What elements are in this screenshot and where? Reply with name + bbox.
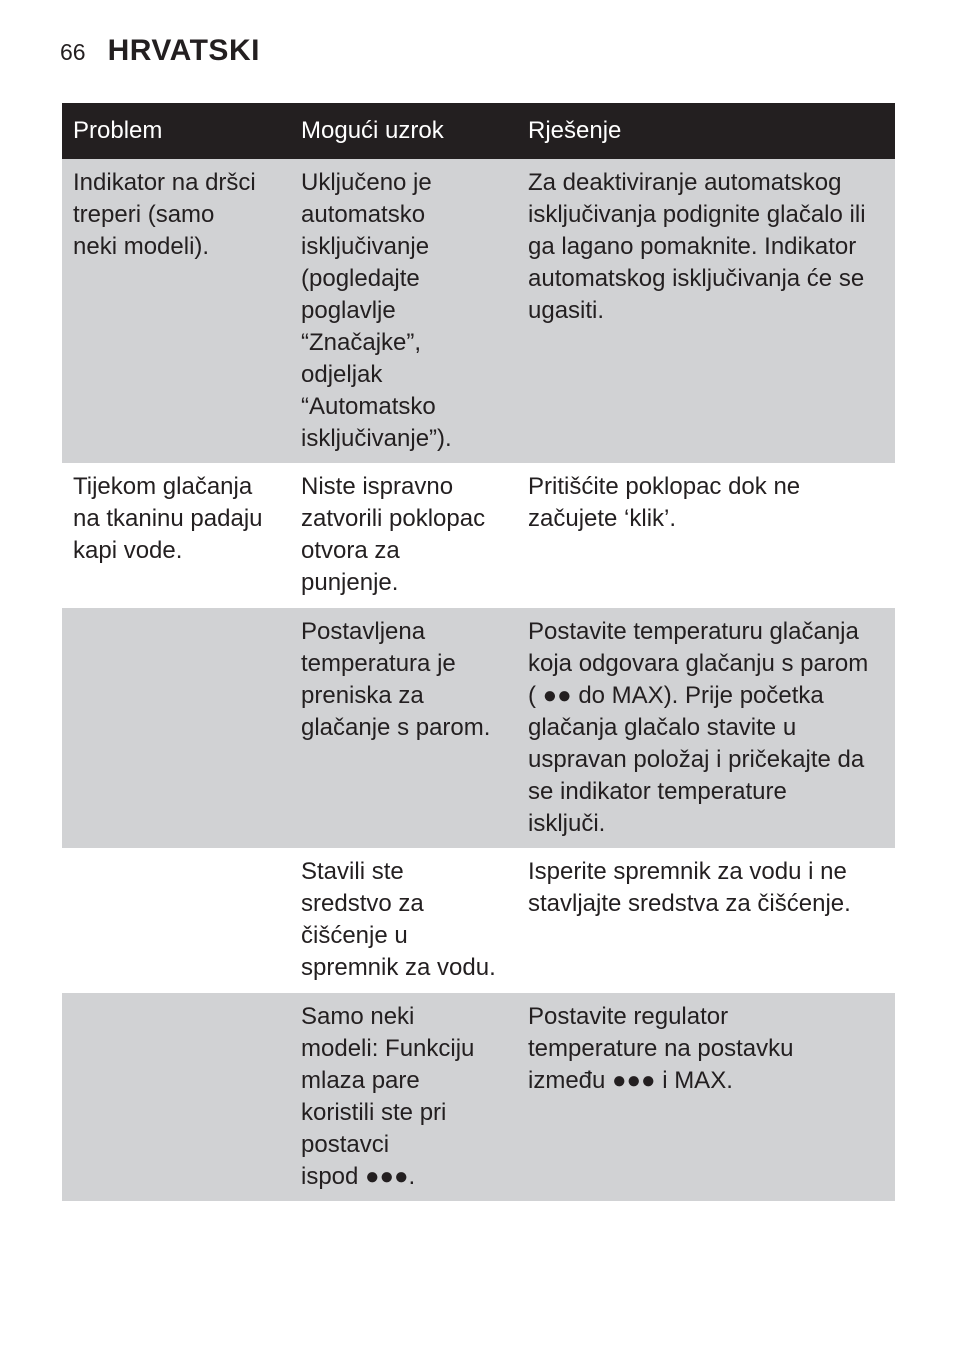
- problem-cell: [62, 608, 290, 848]
- problem-cell: Indikator na dršci treperi (samo neki modeli).: [62, 159, 290, 463]
- troubleshooting-table: [62, 103, 895, 1201]
- solution-cell: Za deaktiviranje automatskog isključivanja podignite glačalo ili ga lagano pomaknite. Indikator automatskog isključivanja će se ugasiti.: [517, 159, 895, 463]
- column-header-problem: Problem: [62, 103, 290, 159]
- table-row: [62, 848, 895, 993]
- page-number: 66: [60, 39, 86, 65]
- table-row: [62, 993, 895, 1201]
- cause-cell: Niste ispravno zatvorili poklopac otvora za punjenje.: [290, 463, 517, 608]
- table-row: [62, 159, 895, 463]
- solution-cell: Pritišćite poklopac dok ne začujete ‘klik’.: [517, 463, 895, 608]
- page-header: [60, 34, 260, 68]
- solution-cell: Postavite temperaturu glačanja koja odgovara glačanju s parom ( ●● do MAX). Prije početka glačanja glačalo stavite u uspravan položaj i pričekajte da se indikator temperature isključi.: [517, 608, 895, 848]
- table-row: [62, 608, 895, 848]
- section-title: HRVATSKI: [107, 34, 260, 67]
- column-header-cause: Mogući uzrok: [290, 103, 517, 159]
- table-header-row: [62, 103, 895, 159]
- cause-cell: Stavili ste sredstvo za čišćenje u spremnik za vodu.: [290, 848, 517, 993]
- cause-cell: Samo neki modeli: Funkciju mlaza pare koristili ste pri postavci ispod ●●●.: [290, 993, 517, 1201]
- cause-cell: Uključeno je automatsko isključivanje (pogledajte poglavlje “Značajke”, odjeljak “Automatsko isključivanje”).: [290, 159, 517, 463]
- solution-cell: Postavite regulator temperature na postavku između ●●● i MAX.: [517, 993, 895, 1201]
- table-row: [62, 463, 895, 608]
- problem-cell: Tijekom glačanja na tkaninu padaju kapi vode.: [62, 463, 290, 608]
- column-header-solution: Rješenje: [517, 103, 895, 159]
- cause-cell: Postavljena temperatura je preniska za glačanje s parom.: [290, 608, 517, 848]
- solution-cell: Isperite spremnik za vodu i ne stavljajte sredstva za čišćenje.: [517, 848, 895, 993]
- problem-cell: [62, 848, 290, 993]
- problem-cell: [62, 993, 290, 1201]
